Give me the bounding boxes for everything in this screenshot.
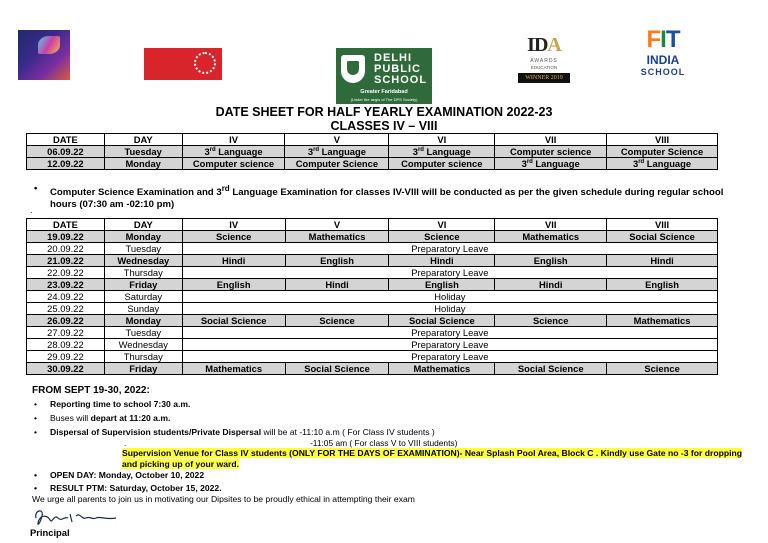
reporting-time-item: [32, 399, 190, 410]
table-row: [27, 243, 718, 255]
exam-subject: Science: [495, 315, 607, 327]
table-row: [27, 351, 718, 363]
school-crest-icon: [341, 55, 365, 83]
exam-subject: Social Science: [389, 315, 495, 327]
ida-awards-text: AWARDS: [530, 58, 558, 64]
table-header-row: [27, 219, 718, 231]
exam-subject: Hindi: [389, 255, 495, 267]
supervision-text: Supervision Venue for Class IV students (ONLY FOR THE DAYS OF EXAMINATION)- Near Splash Pool Area, Block C . Kindly use Gate no -3 for dropping and picking up of your ward.: [122, 448, 742, 469]
exam-date: 27.09.22: [27, 327, 105, 339]
exam-subject: Mathematics: [285, 231, 389, 243]
exam-subject: Mathematics: [607, 315, 718, 327]
exam-day: Saturday: [104, 291, 182, 303]
table-row: [27, 231, 718, 243]
exam-subject: 3rd Language: [607, 158, 718, 170]
exam-day: Tuesday: [104, 243, 182, 255]
leave-cell: Holiday: [182, 303, 717, 315]
exam-day: Tuesday: [104, 327, 182, 339]
exam-date: 21.09.22: [27, 255, 105, 267]
from-heading: FROM SEPT 19-30, 2022:: [32, 385, 150, 396]
leave-cell: Preparatory Leave: [182, 243, 717, 255]
fit-school-text: SCHOOL: [640, 67, 686, 77]
ida-education-text: EDUCATION: [530, 65, 558, 70]
buses-item: [32, 413, 170, 424]
leave-cell: Preparatory Leave: [182, 339, 717, 351]
ida-winner-badge: WINNER 2019: [518, 73, 570, 83]
exam-subject: 3rd Language: [285, 146, 389, 158]
exam-subject: English: [389, 279, 495, 291]
exam-day: Monday: [104, 315, 182, 327]
exam-date: 20.09.22: [27, 243, 105, 255]
ring-icon: [194, 52, 216, 74]
exam-subject: Science: [607, 363, 718, 375]
exam-day: Thursday: [104, 351, 182, 363]
column-header: VIII: [607, 134, 718, 146]
exam-date: 30.09.22: [27, 363, 105, 375]
exam-subject: English: [607, 279, 718, 291]
dispersal-time-v-viii: -11:05 am ( For class V to VIII students): [310, 438, 458, 448]
buses-text: Buses will: [50, 413, 91, 423]
dispersal-dot: .: [124, 438, 127, 448]
column-header: VII: [495, 219, 607, 231]
column-header: IV: [182, 134, 285, 146]
schedule-note: • Computer Science Examination and 3rd Language Examination for classes IV-VIII will be conducted as per the given schedule during regular school hours (07:30 am -02:10 pm): [34, 183, 734, 211]
exam-subject: Social Science: [285, 363, 389, 375]
exam-day: Wednesday: [104, 339, 182, 351]
exam-subject: Computer science: [182, 158, 285, 170]
column-header: DATE: [27, 219, 105, 231]
exam-day: Wednesday: [104, 255, 182, 267]
leave-cell: Holiday: [182, 291, 717, 303]
column-header: VI: [389, 219, 495, 231]
dps-logo: [336, 48, 432, 104]
table-row: [27, 363, 718, 375]
leave-cell: Preparatory Leave: [182, 327, 717, 339]
exam-subject: English: [182, 279, 285, 291]
exam-date: 23.09.22: [27, 279, 105, 291]
result-ptm-item: • RESULT PTM: Saturday, October 15, 2022.: [32, 483, 222, 494]
dispersal-time-iv: will be at -11:10 a.m ( For Class IV students ): [261, 427, 435, 437]
exam-subject: Hindi: [607, 255, 718, 267]
reporting-text: Reporting time to school 7:30 a.m.: [50, 399, 191, 409]
exam-day: Thursday: [104, 267, 182, 279]
exam-subject: Computer science: [389, 158, 495, 170]
exam-day: Monday: [104, 231, 182, 243]
dispersal-item: [32, 427, 435, 438]
date-sheet-table-1: [26, 133, 718, 170]
exam-date: 22.09.22: [27, 267, 105, 279]
logo-banner: [0, 22, 768, 102]
fit-india-text: INDIA: [646, 53, 680, 67]
exam-subject: Science: [182, 231, 285, 243]
table-row: [27, 315, 718, 327]
column-header: DAY: [104, 134, 182, 146]
exam-date: 06.09.22: [27, 146, 105, 158]
exam-subject: Social Science: [607, 231, 718, 243]
exam-subject: Hindi: [285, 279, 389, 291]
exam-date: 12.09.22: [27, 158, 105, 170]
table-row: [27, 339, 718, 351]
parent-appeal: We urge all parents to join us in motivating our Dipsites to be proudly ethical in attempting their exam: [32, 494, 415, 504]
exam-subject: Hindi: [182, 255, 285, 267]
table-row: [27, 255, 718, 267]
ida-wordmark: IDA: [527, 34, 561, 56]
table-row: [27, 146, 718, 158]
dps-tagline: (Under the aegis of The DPS Society): [350, 97, 418, 102]
exam-date: 29.09.22: [27, 351, 105, 363]
inspiring-schools-logo: [18, 30, 70, 80]
exam-subject: Computer science: [495, 146, 607, 158]
exam-date: 25.09.22: [27, 303, 105, 315]
table-row: [27, 327, 718, 339]
exam-date: 19.09.22: [27, 231, 105, 243]
date-sheet-table-2: [26, 218, 718, 375]
table-row: [27, 279, 718, 291]
column-header: V: [285, 134, 389, 146]
exam-subject: Computer Science: [285, 158, 389, 170]
exam-subject: Hindi: [495, 279, 607, 291]
column-header: IV: [182, 219, 285, 231]
fit-india-logo: [636, 27, 690, 93]
exam-subject: Mathematics: [389, 363, 495, 375]
table-row: [27, 303, 718, 315]
ida-awards-logo: [518, 34, 570, 94]
exam-date: 28.09.22: [27, 339, 105, 351]
exam-subject: 3rd Language: [182, 146, 285, 158]
exam-day: Friday: [104, 363, 182, 375]
exam-subject: 3rd Language: [389, 146, 495, 158]
exam-day: Tuesday: [104, 146, 182, 158]
page-subtitle: CLASSES IV – VIII: [330, 119, 438, 133]
exam-subject: 3rd Language: [495, 158, 607, 170]
exam-day: Monday: [104, 158, 182, 170]
exam-date: 26.09.22: [27, 315, 105, 327]
leave-cell: Preparatory Leave: [182, 351, 717, 363]
fit-wordmark: FIT: [646, 26, 680, 53]
exam-subject: Science: [285, 315, 389, 327]
supervision-venue-note: [122, 448, 742, 469]
table-header-row: [27, 134, 718, 146]
exam-subject: Social Science: [182, 315, 285, 327]
exam-day: Sunday: [104, 303, 182, 315]
column-header: V: [285, 219, 389, 231]
exam-subject: Mathematics: [495, 231, 607, 243]
separator-dot: .: [30, 205, 33, 215]
exam-subject: Science: [389, 231, 495, 243]
column-header: DAY: [104, 219, 182, 231]
dispersal-label: Dispersal of Supervision students/Private Dispersal: [50, 427, 262, 437]
open-day-item: • OPEN DAY: Monday, October 10, 2022: [32, 470, 204, 481]
column-header: DATE: [27, 134, 105, 146]
table-row: [27, 267, 718, 279]
column-header: VI: [389, 134, 495, 146]
page-title: DATE SHEET FOR HALF YEARLY EXAMINATION 2022-23: [215, 105, 553, 119]
table-row: [27, 158, 718, 170]
exam-subject: Social Science: [495, 363, 607, 375]
exam-subject: English: [495, 255, 607, 267]
exam-day: Friday: [104, 279, 182, 291]
column-header: VII: [495, 134, 607, 146]
dps-name: DELHI PUBLIC SCHOOL: [374, 52, 428, 86]
dps-branch: Greater Faridabad: [360, 89, 408, 95]
exam-subject: Mathematics: [182, 363, 285, 375]
exam-subject: English: [285, 255, 389, 267]
column-header: VIII: [607, 219, 718, 231]
principal-label: Principal: [30, 527, 70, 538]
leave-cell: Preparatory Leave: [182, 267, 717, 279]
abstract-shape-icon: [38, 36, 60, 54]
exam-date: 24.09.22: [27, 291, 105, 303]
table-row: [27, 291, 718, 303]
atal-tinkering-labs-logo: [144, 48, 222, 80]
buses-time: depart at 11:20 a.m.: [90, 413, 171, 423]
exam-subject: Computer Science: [607, 146, 718, 158]
